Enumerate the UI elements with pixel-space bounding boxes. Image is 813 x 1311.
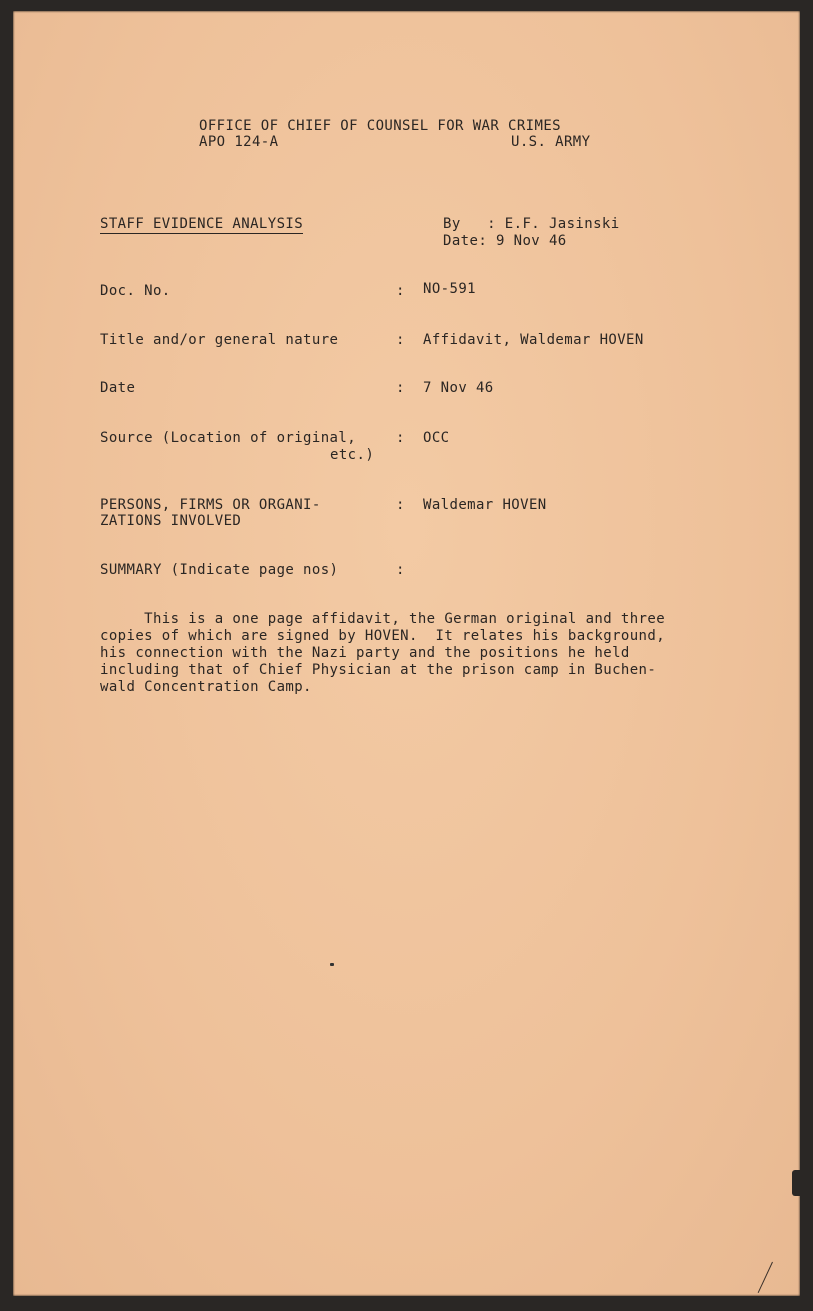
- source-label-continued: etc.): [330, 447, 375, 463]
- summary-line-5: wald Concentration Camp.: [100, 679, 312, 695]
- source-colon: :: [396, 430, 405, 446]
- torn-edge: [792, 1170, 800, 1196]
- persons-label-continued: ZATIONS INVOLVED: [100, 513, 242, 529]
- apo-number: APO 124-A: [199, 134, 279, 150]
- persons-value: Waldemar HOVEN: [423, 497, 547, 513]
- persons-label: PERSONS, FIRMS OR ORGANI-: [100, 497, 321, 513]
- doc-no-label: Doc. No.: [100, 283, 171, 299]
- summary-line-1: This is a one page affidavit, the German original and three: [100, 611, 666, 627]
- date-colon: :: [396, 380, 405, 396]
- title-value: Affidavit, Waldemar HOVEN: [423, 332, 644, 348]
- army-label: U.S. ARMY: [511, 134, 591, 150]
- analyst-by: By : E.F. Jasinski: [443, 216, 620, 232]
- office-title: OFFICE OF CHIEF OF COUNSEL FOR WAR CRIMES: [199, 118, 561, 134]
- summary-line-4: including that of Chief Physician at the prison camp in Buchen-: [100, 662, 657, 678]
- source-label: Source (Location of original,: [100, 430, 357, 446]
- source-value: OCC: [423, 430, 450, 446]
- summary-colon: :: [396, 562, 405, 578]
- analysis-heading: STAFF EVIDENCE ANALYSIS: [100, 216, 304, 232]
- summary-line-2: copies of which are signed by HOVEN. It relates his background,: [100, 628, 666, 644]
- doc-no-value: NO-591: [423, 281, 476, 297]
- title-label: Title and/or general nature: [100, 332, 339, 348]
- persons-colon: :: [396, 497, 405, 513]
- summary-line-3: his connection with the Nazi party and the positions he held: [100, 645, 630, 661]
- doc-no-colon: :: [396, 283, 405, 299]
- ink-speck: [330, 963, 334, 966]
- date-label: Date: [100, 380, 136, 396]
- title-colon: :: [396, 332, 405, 348]
- analysis-date: Date: 9 Nov 46: [443, 233, 567, 249]
- summary-label: SUMMARY (Indicate page nos): [100, 562, 339, 578]
- date-value: 7 Nov 46: [423, 380, 494, 396]
